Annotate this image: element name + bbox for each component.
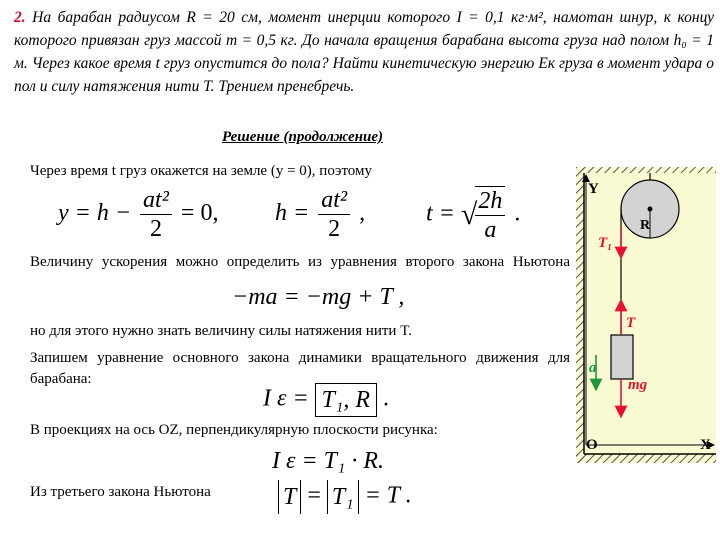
eq3-right: . xyxy=(514,200,521,227)
eq2-left: h = xyxy=(275,200,310,227)
load-weight xyxy=(611,335,633,379)
y-axis-label: Y xyxy=(588,181,599,197)
eq2-denominator: 2 xyxy=(328,216,341,242)
equation-newton2: −ma = −mg + T , xyxy=(232,284,405,310)
eq5-inner: T₁, R xyxy=(321,387,371,413)
eq1-left: y = h − xyxy=(58,200,132,227)
equation-newton3 xyxy=(278,480,412,514)
floor-hatch xyxy=(576,454,716,463)
gravity-label: mg xyxy=(628,377,648,393)
acceleration-label: a xyxy=(589,360,597,376)
wall-hatch xyxy=(576,167,584,463)
paragraph-2: Величину ускорения можно определить из уравнения второго закона Ньютона xyxy=(30,254,570,270)
eq2-right: , xyxy=(359,200,366,227)
eq3-left: t = xyxy=(426,200,455,227)
ceiling-hatch xyxy=(576,167,716,173)
eq7-mid: = xyxy=(307,482,321,509)
equation-projection: I ε = T₁ · R. xyxy=(272,448,384,474)
eq1-right: = 0, xyxy=(180,200,219,227)
eq3-denominator: a xyxy=(484,217,497,243)
paragraph-3: но для этого нужно знать величину силы натяжения нити T. xyxy=(30,323,412,339)
eq7-t: T xyxy=(283,484,297,510)
equation-t xyxy=(426,186,520,244)
equation-h xyxy=(275,186,365,243)
eq5-right: . xyxy=(383,385,390,412)
eq3-numerator: 2h xyxy=(475,187,505,216)
tension-label: T xyxy=(626,315,636,331)
sqrt-sign-icon: √ xyxy=(460,198,478,231)
solution-heading: Решение (продолжение) xyxy=(222,129,383,145)
problem-text: На барабан радиусом R = 20 см, момент инерции которого I = 0,1 кг·м², намотан шнур, к концу которого привязан груз массой m = 0,5 кг. До начала вращения барабана высота груза над полом h₀ = 1 м. Через какое время t груз опустится до пола? Найти кинетическую энергию Eк груза в момент удара о пол и силу натяжения нити T. Трением пренебречь. xyxy=(14,9,714,95)
eq7-t1: T₁ xyxy=(331,484,354,510)
paragraph-5: В проекциях на ось OZ, перпендикулярную плоскости рисунка: xyxy=(30,422,438,438)
eq2-numerator: at² xyxy=(318,186,350,215)
eq7-right: = T . xyxy=(364,482,412,509)
problem-number: 2. xyxy=(14,9,26,26)
equation-rotation xyxy=(263,383,389,417)
paragraph-1: Через время t груз окажется на земле (y = 0), поэтому xyxy=(30,163,373,179)
origin-label: O xyxy=(586,437,598,453)
x-axis-label: X xyxy=(700,437,711,453)
eq5-left: I ε = xyxy=(263,385,309,412)
paragraph-6: Из третьего закона Ньютона xyxy=(30,484,211,500)
tension1-label: T₁ xyxy=(598,235,613,251)
drum-diagram xyxy=(576,167,716,463)
eq1-numerator: at² xyxy=(140,186,172,215)
equation-y xyxy=(58,186,218,243)
eq1-denominator: 2 xyxy=(149,216,162,242)
problem-statement xyxy=(14,6,714,98)
paragraph-4: Запишем уравнение основного закона динамики вращательного движения для барабана: xyxy=(30,350,570,387)
radius-label: R xyxy=(640,218,651,233)
